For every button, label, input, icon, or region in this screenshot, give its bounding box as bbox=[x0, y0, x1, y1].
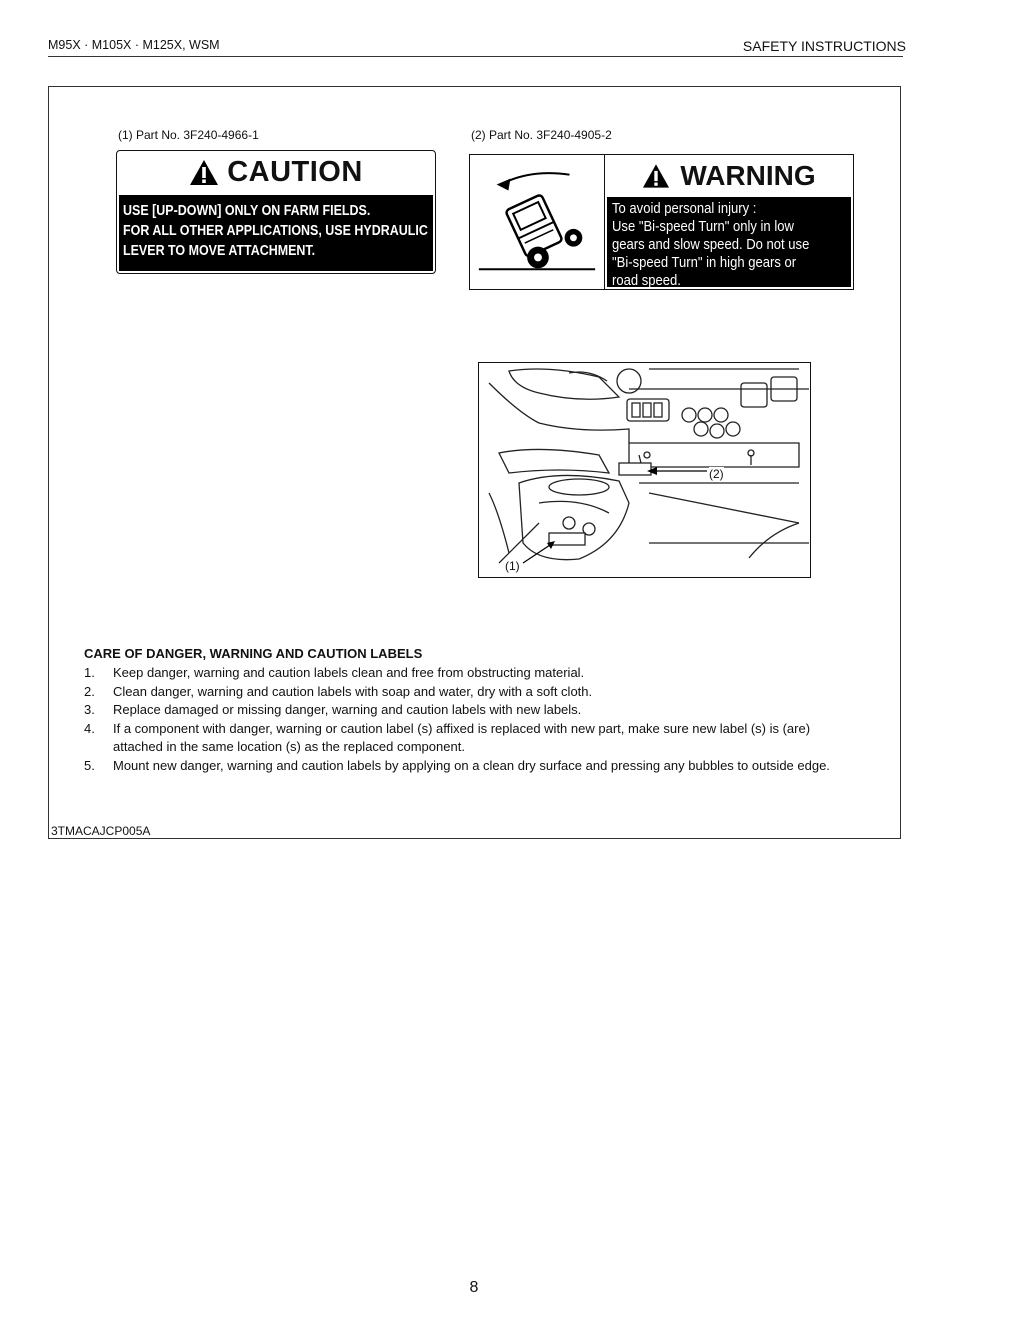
list-item-text: Replace damaged or missing danger, warning and caution labels with new labels. bbox=[113, 702, 582, 717]
list-item-number: 1. bbox=[84, 665, 95, 680]
list-item bbox=[84, 683, 854, 702]
list-item-number: 2. bbox=[84, 683, 95, 699]
warning-message bbox=[607, 197, 851, 287]
warning-heading-text: WARNING bbox=[680, 160, 816, 191]
warning-line-1: To avoid personal injury : bbox=[612, 201, 757, 217]
warning-line-5: road speed. bbox=[612, 273, 681, 289]
label1-caption: (1) Part No. 3F240-4966-1 bbox=[118, 128, 259, 142]
list-item-text: If a component with danger, warning or caution label (s) affixed is replaced with new part, make sure new label (s) is (are) attached in the same location (s) as the replaced component. bbox=[113, 720, 811, 754]
list-item-number: 3. bbox=[84, 702, 95, 717]
list-item-text: Keep danger, warning and caution labels clean and free from obstructing material. bbox=[113, 665, 585, 680]
caution-message bbox=[119, 195, 433, 271]
warning-triangle-icon bbox=[642, 163, 670, 189]
callout-2: (2) bbox=[709, 467, 724, 481]
label2-caption: (2) Part No. 3F240-4905-2 bbox=[471, 128, 612, 142]
caution-label bbox=[116, 150, 436, 274]
caution-heading-text: CAUTION bbox=[227, 155, 363, 188]
header-rule bbox=[48, 56, 903, 57]
list-item-text: Mount new danger, warning and caution labels by applying on a clean dry surface and pressing any bubbles to outside edge. bbox=[113, 757, 830, 773]
figure-code: 3TMACAJCP005A bbox=[51, 824, 151, 838]
list-item bbox=[84, 664, 854, 683]
warning-label bbox=[469, 154, 854, 290]
list-item-number: 4. bbox=[84, 720, 95, 736]
warning-line-4: "Bi-speed Turn" in high gears or bbox=[612, 255, 797, 271]
warning-triangle-icon bbox=[189, 159, 219, 186]
document-model-header: M95X · M105X · M125X, WSM bbox=[48, 38, 220, 52]
warning-text-panel bbox=[604, 155, 853, 289]
list-item-number: 5. bbox=[84, 757, 95, 773]
list-item bbox=[84, 720, 854, 757]
warning-heading bbox=[605, 155, 853, 197]
section-title: SAFETY INSTRUCTIONS bbox=[742, 38, 906, 54]
tractor-turn-pictogram bbox=[470, 155, 604, 289]
cab-console-drawing bbox=[479, 363, 811, 578]
warning-line-3: gears and slow speed. Do not use bbox=[612, 237, 810, 253]
care-section-title: CARE OF DANGER, WARNING AND CAUTION LABELS bbox=[84, 646, 423, 661]
page-number: 8 bbox=[469, 1279, 479, 1296]
cab-label-location-illustration bbox=[478, 362, 811, 578]
warning-line-2: Use "Bi-speed Turn" only in low bbox=[612, 219, 794, 235]
care-instructions-list bbox=[84, 664, 854, 775]
caution-line-3: LEVER TO MOVE ATTACHMENT. bbox=[123, 243, 316, 259]
caution-line-1: USE [UP-DOWN] ONLY ON FARM FIELDS. bbox=[123, 203, 371, 219]
list-item bbox=[84, 701, 854, 720]
caution-line-2: FOR ALL OTHER APPLICATIONS, USE HYDRAULIC bbox=[123, 223, 428, 239]
list-item-text: Clean danger, warning and caution labels with soap and water, dry with a soft cloth. bbox=[113, 683, 593, 699]
caution-heading bbox=[117, 151, 435, 193]
callout-1: (1) bbox=[505, 559, 520, 573]
list-item bbox=[84, 757, 854, 776]
